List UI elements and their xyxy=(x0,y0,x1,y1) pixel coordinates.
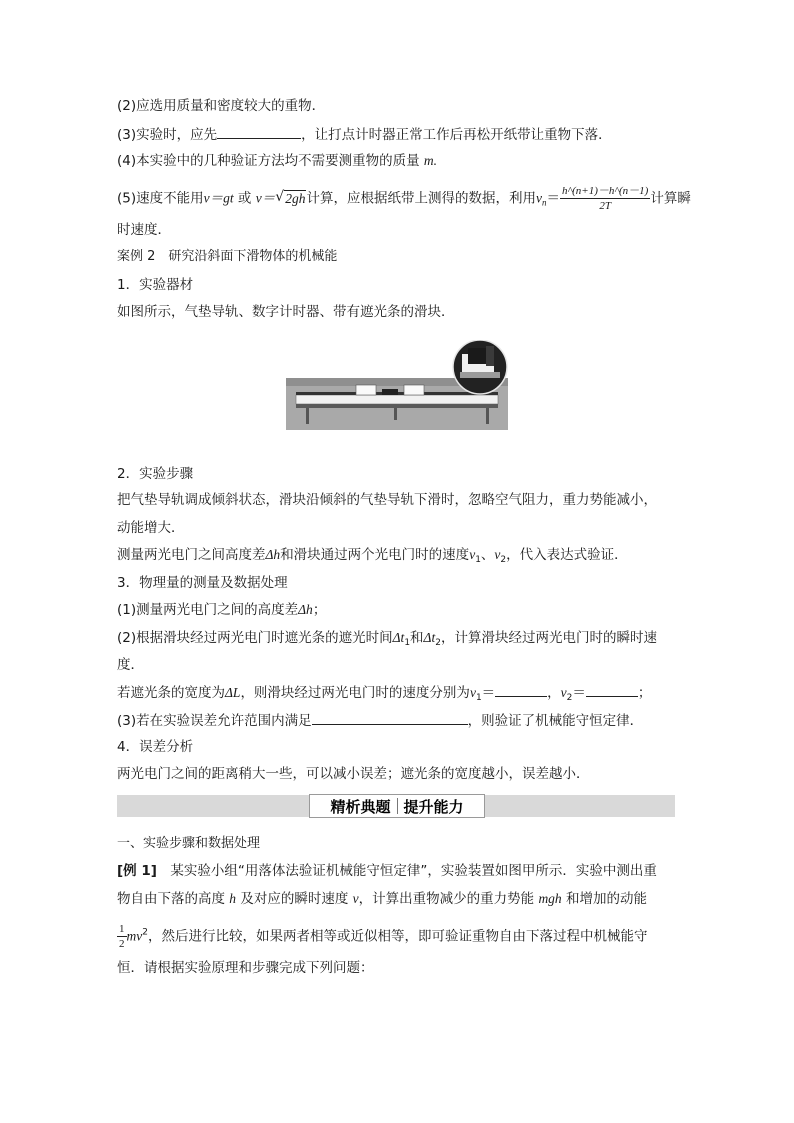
example-line-1: [例 1] 某实验小组“用落体法验证机械能守恒定律”，实验装置如图甲所示．实验中测出重 xyxy=(117,863,657,879)
section-2-text-2: 动能增大． xyxy=(117,520,185,536)
condition-blank[interactable] xyxy=(312,710,468,725)
banner-title-box xyxy=(309,794,485,818)
section-3-title: 3．物理量的测量及数据处理 xyxy=(117,575,288,591)
step-5-line: (5)速度不能用v＝gt 或 v＝√ 2gh计算，应根据纸带上测得的数据，利用$v_n=$ $\frac{h\^{}(n+1)-h\^{}(n-1)}{2T}$ 计算瞬 xyxy=(117,184,691,213)
section-2-title: 2．实验步骤 xyxy=(117,466,194,482)
banner-right-label: 提升能力 xyxy=(403,797,464,816)
answer-blank[interactable] xyxy=(217,124,301,139)
section-banner xyxy=(117,795,675,817)
example-line-3: $\frac{1}{2}$ $mv^2$，然后进行比较，如果两者相等或近似相等，即可验证重物自由下落过程中机械能守 xyxy=(119,923,648,950)
section-3-line-2-continuation: 度． xyxy=(117,657,144,673)
half-fraction: $\frac{1}{2}$ xyxy=(119,923,125,950)
section-3-line-1: (1)测量两光电门之间的高度差Δh； xyxy=(117,602,327,618)
banner-left-label: 精析典题 xyxy=(330,797,391,816)
section-3-line-3: 若遮光条的宽度为ΔL，则滑块经过两光电门时的速度分别为$v_1=$ ，$v_2=$ ； xyxy=(117,682,651,708)
section-4-text: 两光电门之间的距离稍大一些，可以减小误差；遮光条的宽度越小，误差越小． xyxy=(117,766,590,782)
step-5-continuation: 时速度． xyxy=(117,222,171,238)
v1-blank[interactable] xyxy=(495,682,547,697)
step-4-line: (4)本实验中的几种验证方法均不需要测重物的质量 m. xyxy=(117,153,438,169)
v2-blank[interactable] xyxy=(586,682,638,697)
section-1-title: 1．实验器材 xyxy=(117,277,194,293)
banner-divider xyxy=(397,798,398,814)
section-heading: 一、实验步骤和数据处理 xyxy=(117,836,261,851)
example-line-2: 物自由下落的高度 h 及对应的瞬时速度 v，计算出重物减少的重力势能 mgh 和增加的动能 xyxy=(117,891,647,907)
section-2-text-3: 测量两光电门之间高度差Δh和滑块通过两个光电门时的速度$v_1$、$v_2$，代入表达式验证． xyxy=(117,547,628,565)
sqrt-expression: √ 2gh xyxy=(275,189,306,209)
section-4-title: 4．误差分析 xyxy=(117,739,194,755)
section-3-line-2: (2)根据滑块经过两光电门时遮光条的遮光时间$\Delta t_1$和$\Delta t_2$，计算滑块经过两光电门时的瞬时速 xyxy=(117,630,657,648)
case-2-title: 案例 2 研究沿斜面下滑物体的机械能 xyxy=(117,249,338,264)
air-track-photo xyxy=(286,340,508,430)
velocity-fraction: $\frac{h\^{}(n+1)-h\^{}(n-1)}{2T}$ xyxy=(561,185,649,212)
example-tag: [例 1] xyxy=(117,863,157,879)
step-2-text: (2)应选用质量和密度较大的重物． xyxy=(117,98,326,114)
example-line-4: 恒．请根据实验原理和步骤完成下列问题： xyxy=(117,960,374,976)
step-3-line: (3)实验时，应先 ，让打点计时器正常工作后再松开纸带让重物下落． xyxy=(117,124,612,145)
section-1-text: 如图所示，气垫导轨、数字计时器、带有遮光条的滑块． xyxy=(117,304,455,320)
section-3-line-4: (3)若在实验误差允许范围内满足 ，则验证了机械能守恒定律． xyxy=(117,710,643,731)
section-2-text-1: 把气垫导轨调成倾斜状态，滑块沿倾斜的气垫导轨下滑时，忽略空气阻力，重力势能减小， xyxy=(117,492,657,508)
